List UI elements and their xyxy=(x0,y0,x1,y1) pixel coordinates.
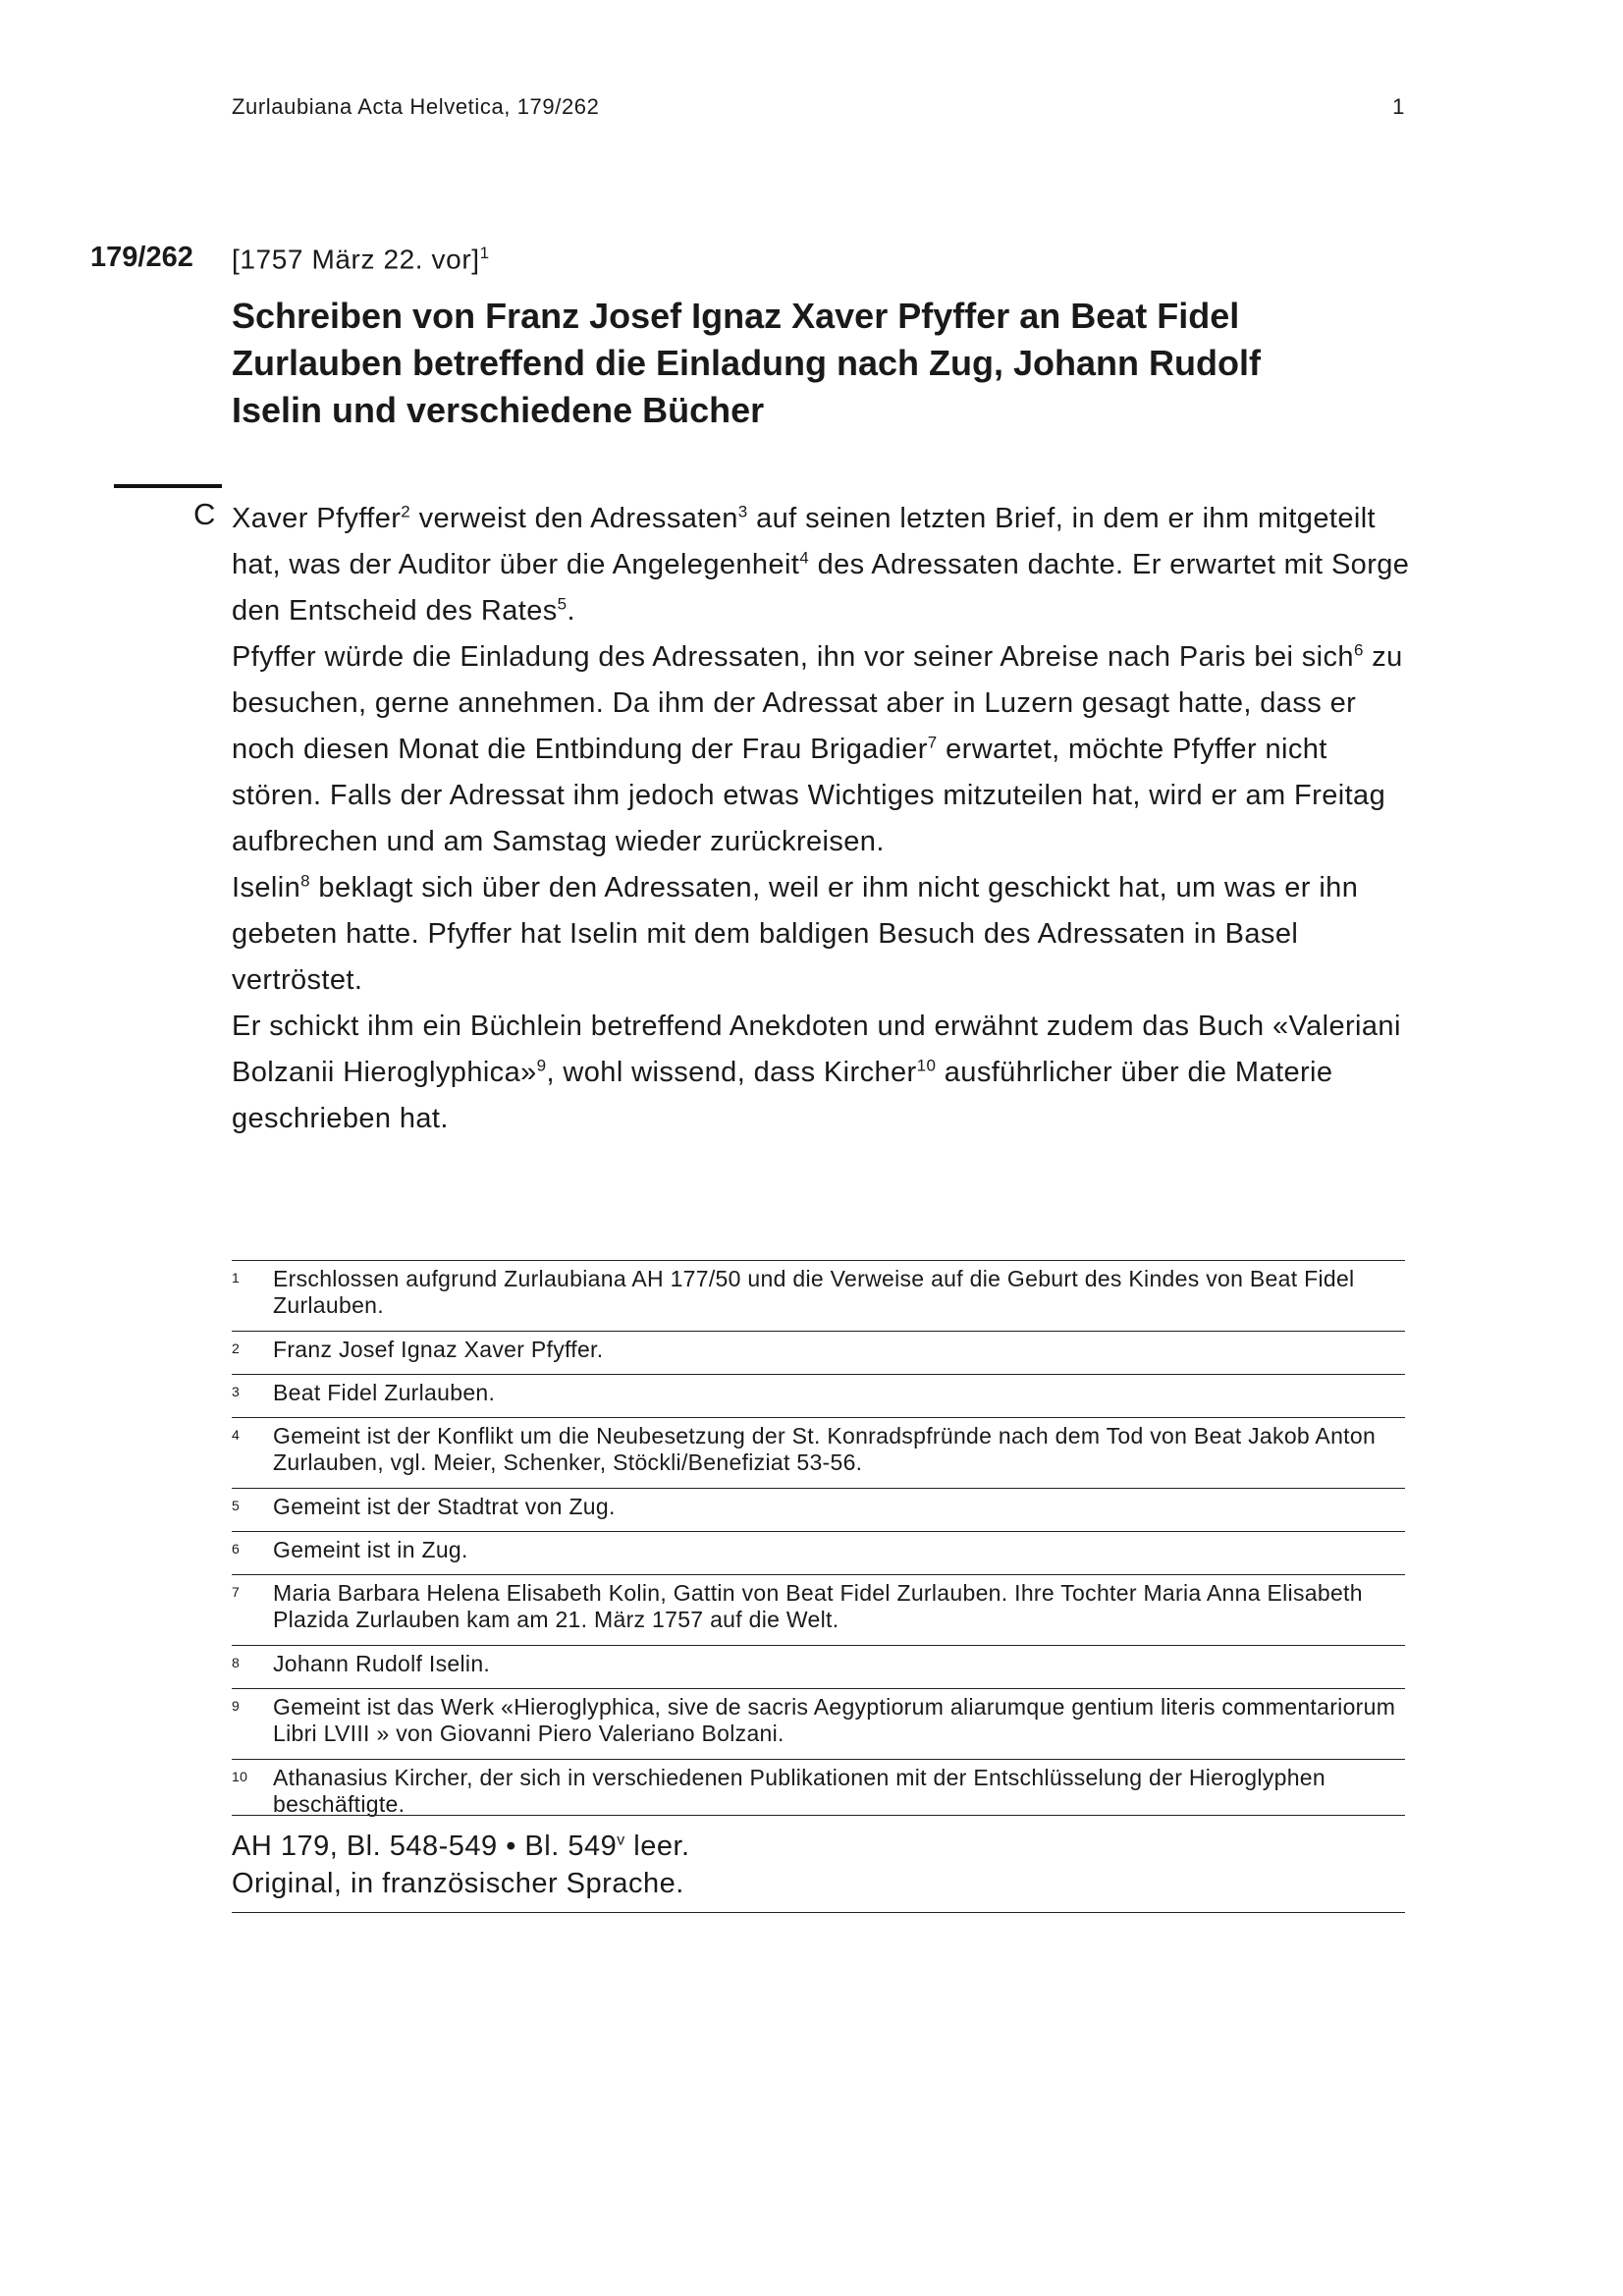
footnote-number: 6 xyxy=(232,1541,241,1557)
summary-paragraph: Iselin$^8$ beklagt sich über den Adressaten, weil er ihm nicht geschickt hat, um was er ihn gebeten hatte. Pfyffer hat Iselin mit dem baldigen Besuch des Adressaten in Basel vertröstet. xyxy=(232,871,1359,996)
source-original-note: Original, in französischer Sprache. xyxy=(232,1868,684,1899)
footnote-number: 4 xyxy=(232,1427,241,1443)
footnote-text: Franz Josef Ignaz Xaver Pfyffer. xyxy=(273,1337,604,1362)
summary-paragraph: Pfyffer würde die Einladung des Adressaten, ihn vor seiner Abreise nach Paris bei sich$^6$ zu besuchen, gerne annehmen. Da ihm der Adressat aber in Luzern gesagt hatte, dass er noch diesen Monat die Entbindung der Frau Brigadier$^7$ erwartet, möchte Pfyffer nicht stören. Falls der Adressat ihm jedoch etwas Wichtiges mitzuteilen hat, wird er am Freitag aufbrechen und am Samstag wieder zurückreisen. xyxy=(232,640,1403,857)
footnote-ref[interactable]: 2 xyxy=(401,502,411,521)
footnote-number: 5 xyxy=(232,1498,241,1513)
footnote-number: 10 xyxy=(232,1769,248,1784)
date-footnote-ref[interactable]: 1 xyxy=(479,244,490,262)
footnote-number: 7 xyxy=(232,1584,241,1600)
page-number: 1 xyxy=(1392,94,1405,119)
footnote-text: Erschlossen aufgrund Zurlaubiana AH 177/50 und die Verweise auf die Geburt des Kindes von Beat Fidel Zurlauben. xyxy=(273,1266,1355,1318)
footnote-ref[interactable]: 3 xyxy=(737,502,748,521)
footnote-ref[interactable]: 7 xyxy=(927,733,938,752)
footnote-ref[interactable]: 5 xyxy=(557,594,568,614)
source-location: AH 179, Bl. 548-549 • Bl. 549$^v$ leer. xyxy=(232,1831,690,1862)
footnote-ref[interactable]: 9 xyxy=(536,1056,547,1075)
footnote-item xyxy=(232,1417,1405,1488)
date-text: [1757 März 22. vor] xyxy=(232,244,480,275)
entry-date xyxy=(232,244,490,275)
footnote-item xyxy=(232,1488,1405,1531)
section-divider xyxy=(114,484,222,488)
footnote-text: Athanasius Kircher, der sich in verschiedenen Publikationen mit der Entschlüsselung der Hieroglyphen beschäftigte. xyxy=(273,1765,1325,1817)
footnote-text: Johann Rudolf Iselin. xyxy=(273,1651,491,1676)
footnote-number: 1 xyxy=(232,1270,241,1285)
footnote-text: Gemeint ist der Stadtrat von Zug. xyxy=(273,1494,616,1519)
footnote-text: Maria Barbara Helena Elisabeth Kolin, Gattin von Beat Fidel Zurlauben. Ihre Tochter Maria Anna Elisabeth Plazida Zurlauben kam am 21. März 1757 auf die Welt. xyxy=(273,1580,1363,1632)
footnote-ref[interactable]: 4 xyxy=(799,548,810,568)
footnote-text: Gemeint ist in Zug. xyxy=(273,1537,468,1562)
summary-text xyxy=(232,496,1410,1142)
footnote-item xyxy=(232,1331,1405,1374)
footnote-ref[interactable]: 6 xyxy=(1353,640,1364,660)
type-marker: C xyxy=(193,497,216,531)
footnote-text: Gemeint ist der Konflikt um die Neubesetzung der St. Konradspfründe nach dem Tod von Beat Jakob Anton Zurlauben, vgl. Meier, Schenker, Stöckli/Benefiziat 53-56. xyxy=(273,1423,1377,1475)
footnote-item xyxy=(232,1374,1405,1417)
footnote-number: 8 xyxy=(232,1655,241,1670)
footnote-item xyxy=(232,1645,1405,1688)
summary-paragraph: Er schickt ihm ein Büchlein betreffend Anekdoten und erwähnt zudem das Buch «Valeriani Bolzanii Hieroglyphica»$^9$, wohl wissend, dass Kircher$^{10}$ ausführlicher über die Materie geschrieben hat. xyxy=(232,1011,1401,1134)
footnote-item xyxy=(232,1688,1405,1759)
footnote-ref[interactable]: 8 xyxy=(300,871,310,891)
footnote-item xyxy=(232,1574,1405,1645)
footnote-text: Gemeint ist das Werk «Hieroglyphica, sive de sacris Aegyptiorum aliarumque gentium literis commentariorum Libri LVIII » von Giovanni Piero Valeriano Bolzani. xyxy=(273,1694,1396,1746)
entry-number: 179/262 xyxy=(90,242,193,273)
footnote-text: Beat Fidel Zurlauben. xyxy=(273,1380,496,1405)
document-title: Schreiben von Franz Josef Ignaz Xaver Pfyffer an Beat Fidel Zurlauben betreffend die Einladung nach Zug, Johann Rudolf Iselin und verschiedene Bücher xyxy=(232,296,1261,430)
source-citation xyxy=(232,1815,1405,1913)
footnote-ref[interactable]: 10 xyxy=(916,1056,937,1075)
collection-title: Zurlaubiana Acta Helvetica, 179/262 xyxy=(232,94,600,119)
footnote-list xyxy=(232,1260,1405,1830)
footnote-item xyxy=(232,1531,1405,1574)
footnote-number: 2 xyxy=(232,1340,241,1356)
footnote-number: 9 xyxy=(232,1698,241,1714)
footnote-item xyxy=(232,1260,1405,1331)
summary-paragraph: Xaver Pfyffer$^2$ verweist den Adressaten$^3$ auf seinen letzten Brief, in dem er ihm mitgeteilt hat, was der Auditor über die Angelegenheit$^4$ des Adressaten dachte. Er erwartet mit Sorge den Entscheid des Rates$^5$. xyxy=(232,502,1410,627)
footnote-number: 3 xyxy=(232,1384,241,1399)
running-header xyxy=(232,94,1405,120)
